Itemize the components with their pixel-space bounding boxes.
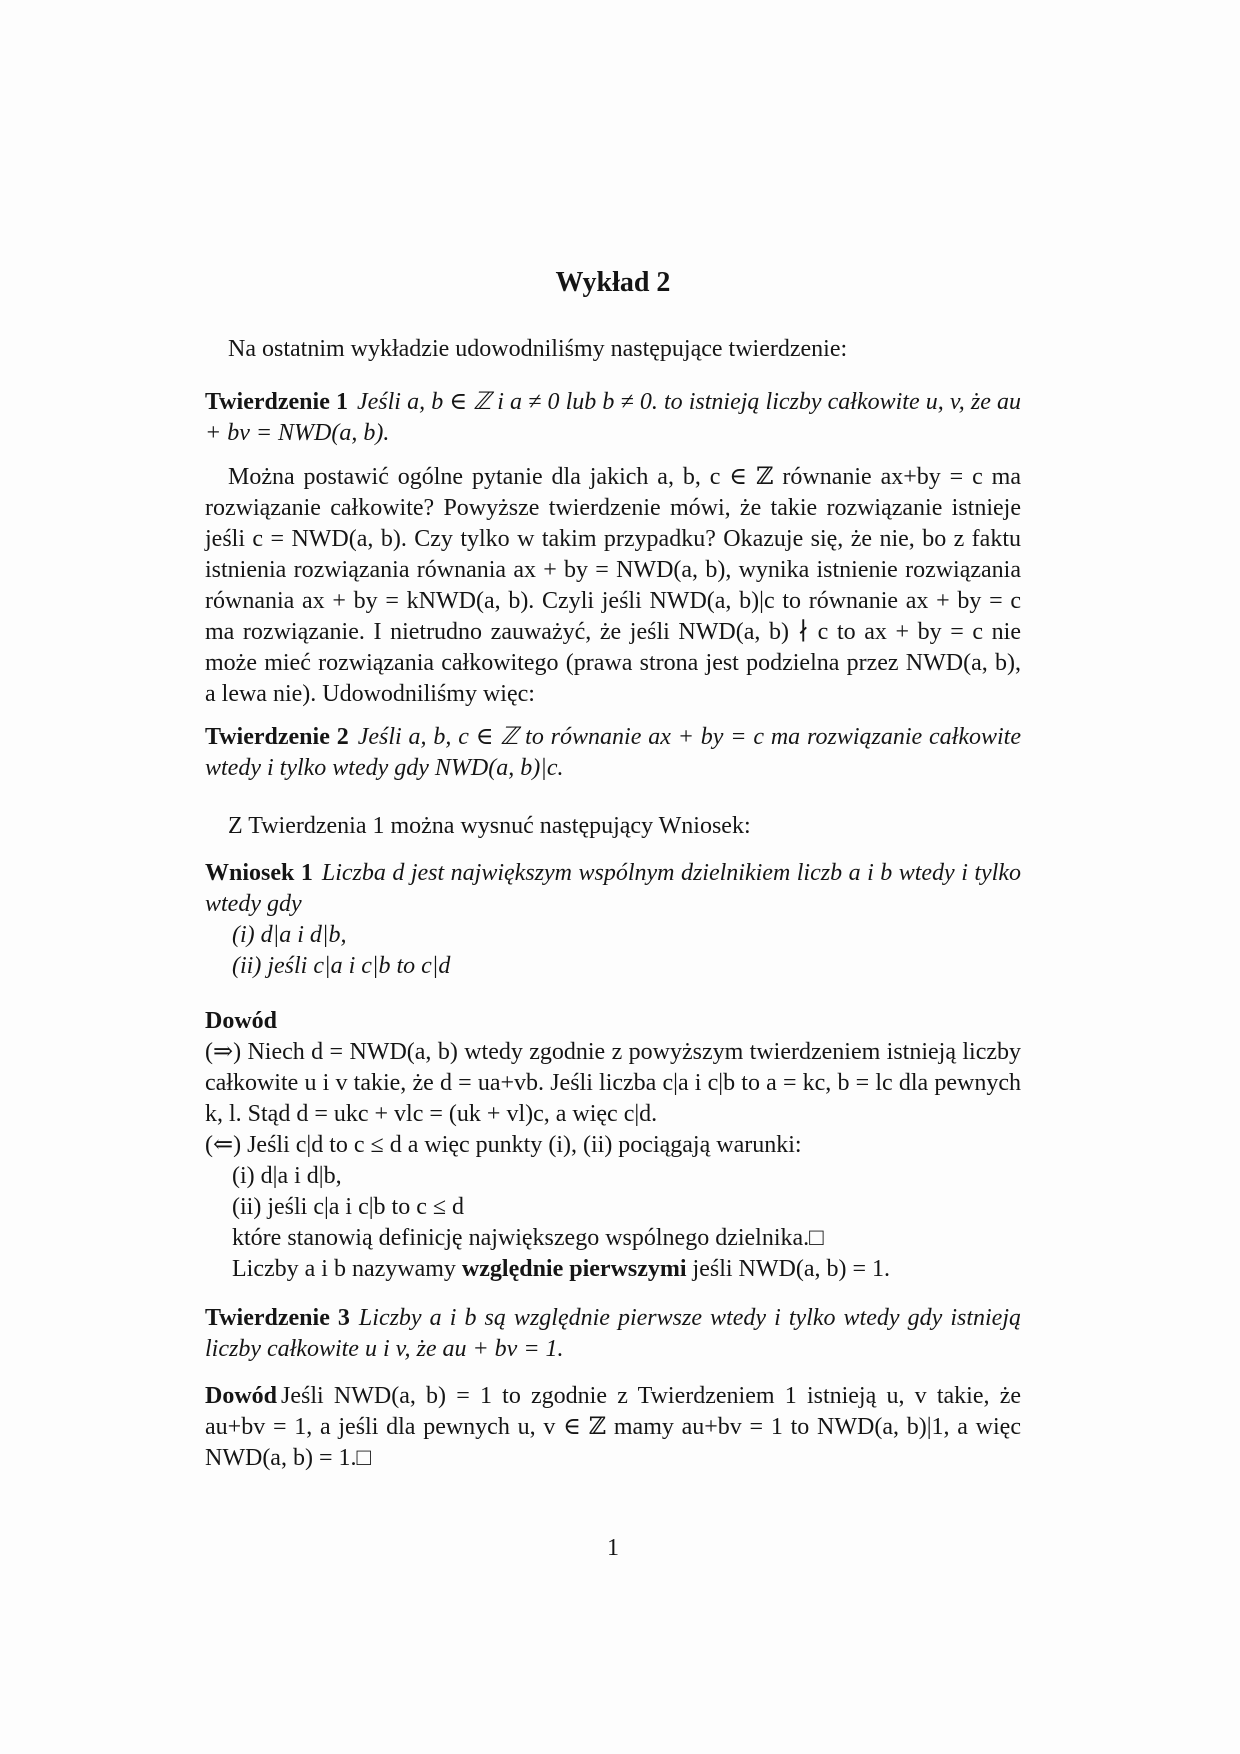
remark-suffix: jeśli NWD(a, b) = 1. <box>692 1256 891 1282</box>
proof-corollary-1 <box>205 1006 1021 1285</box>
corollary-intro-paragraph: Z Twierdzenia 1 można wysnuć następujący Wniosek: <box>228 813 751 839</box>
proof-1-backward: (⇐) Jeśli c|d to c ≤ d a więc punkty (i), (ii) pociągają warunki: <box>205 1132 802 1158</box>
theorem-1-label: Twierdzenie 1 <box>205 389 348 415</box>
theorem-1 <box>205 387 1021 449</box>
corollary-1 <box>205 858 1021 982</box>
proof-1-forward: (⇒) Niech d = NWD(a, b) wtedy zgodnie z powyższym twierdzeniem istnieją liczby całkowite u i v takie, że d = ua+vb. Jeśli liczba c|a i c|b to a = kc, b = lc dla pewnych k, l. Stąd d = ukc + vlc = (uk + vl)c, a więc c|d. <box>205 1039 1021 1127</box>
corollary-1-item-ii: (ii) jeśli c|a i c|b to c|d <box>232 953 451 979</box>
corollary-1-statement <box>205 858 1021 920</box>
theorem-2 <box>205 722 1021 784</box>
theorem-3 <box>205 1303 1021 1365</box>
corollary-1-item-i: (i) d|a i d|b, <box>232 922 347 948</box>
theorem-2-body: Jeśli a, b, c ∈ ℤ to równanie ax + by = c ma rozwiązanie całkowite wtedy i tylko wtedy gdy NWD(a, b)|c. <box>205 724 1021 781</box>
corollary-1-label: Wniosek 1 <box>205 860 313 886</box>
relatively-prime-remark <box>205 1254 1021 1285</box>
proof-theorem-3 <box>205 1381 1021 1474</box>
theorem-3-label: Twierdzenie 3 <box>205 1305 350 1331</box>
page-content <box>205 266 1021 1474</box>
page-number: 1 <box>607 1535 619 1561</box>
proof-1-label: Dowód <box>205 1008 278 1034</box>
intro-paragraph: Na ostatnim wykładzie udowodniliśmy następujące twierdzenie: <box>228 336 848 362</box>
corollary-1-body: Liczba d jest największym wspólnym dzielnikiem liczb a i b wtedy i tylko wtedy gdy <box>205 860 1022 917</box>
proof-3-body: Jeśli NWD(a, b) = 1 to zgodnie z Twierdzeniem 1 istnieją u, v takie, że au+bv = 1, a jeśli dla pewnych u, v ∈ ℤ mamy au+bv = 1 to NWD(a, b)|1, a więc NWD(a, b) = 1.□ <box>205 1383 1021 1471</box>
theorem-2-label: Twierdzenie 2 <box>205 724 349 750</box>
theorem-1-body: Jeśli a, b ∈ ℤ i a ≠ 0 lub b ≠ 0. to istnieją liczby całkowite u, v, że au + bv = NWD(a, b). <box>205 389 1021 446</box>
remark-term: względnie pierwszymi <box>461 1256 687 1282</box>
page-title: Wykład 2 <box>555 267 671 298</box>
remark-prefix: Liczby a i b nazywamy <box>232 1256 456 1282</box>
theorem-3-body: Liczby a i b są względnie pierwsze wtedy i tylko wtedy gdy istnieją liczby całkowite u i v, że au + bv = 1. <box>205 1305 1021 1362</box>
proof-1-closing: które stanowią definicję największego wspólnego dzielnika.□ <box>232 1225 824 1251</box>
proof-1-item-ii: (ii) jeśli c|a i c|b to c ≤ d <box>232 1194 465 1220</box>
question-paragraph: Można postawić ogólne pytanie dla jakich a, b, c ∈ ℤ równanie ax+by = c ma rozwiązanie całkowite? Powyższe twierdzenie mówi, że takie rozwiązanie istnieje jeśli c = NWD(a, b). Czy tylko w takim przypadku? Okazuje się, że nie, bo z faktu istnienia rozwiązania równania ax + by = NWD(a, b), wynika istnienie rozwiązania równania ax + by = kNWD(a, b). Czyli jeśli NWD(a, b)|c to równanie ax + by = c ma rozwiązanie. I nietrudno zauważyć, że jeśli NWD(a, b) ∤ c to ax + by = c nie może mieć rozwiązania całkowitego (prawa strona jest podzielna przez NWD(a, b), a lewa nie). Udowodniliśmy więc: <box>205 464 1021 707</box>
proof-1-item-i: (i) d|a i d|b, <box>232 1163 342 1189</box>
proof-3-label: Dowód <box>205 1383 278 1409</box>
